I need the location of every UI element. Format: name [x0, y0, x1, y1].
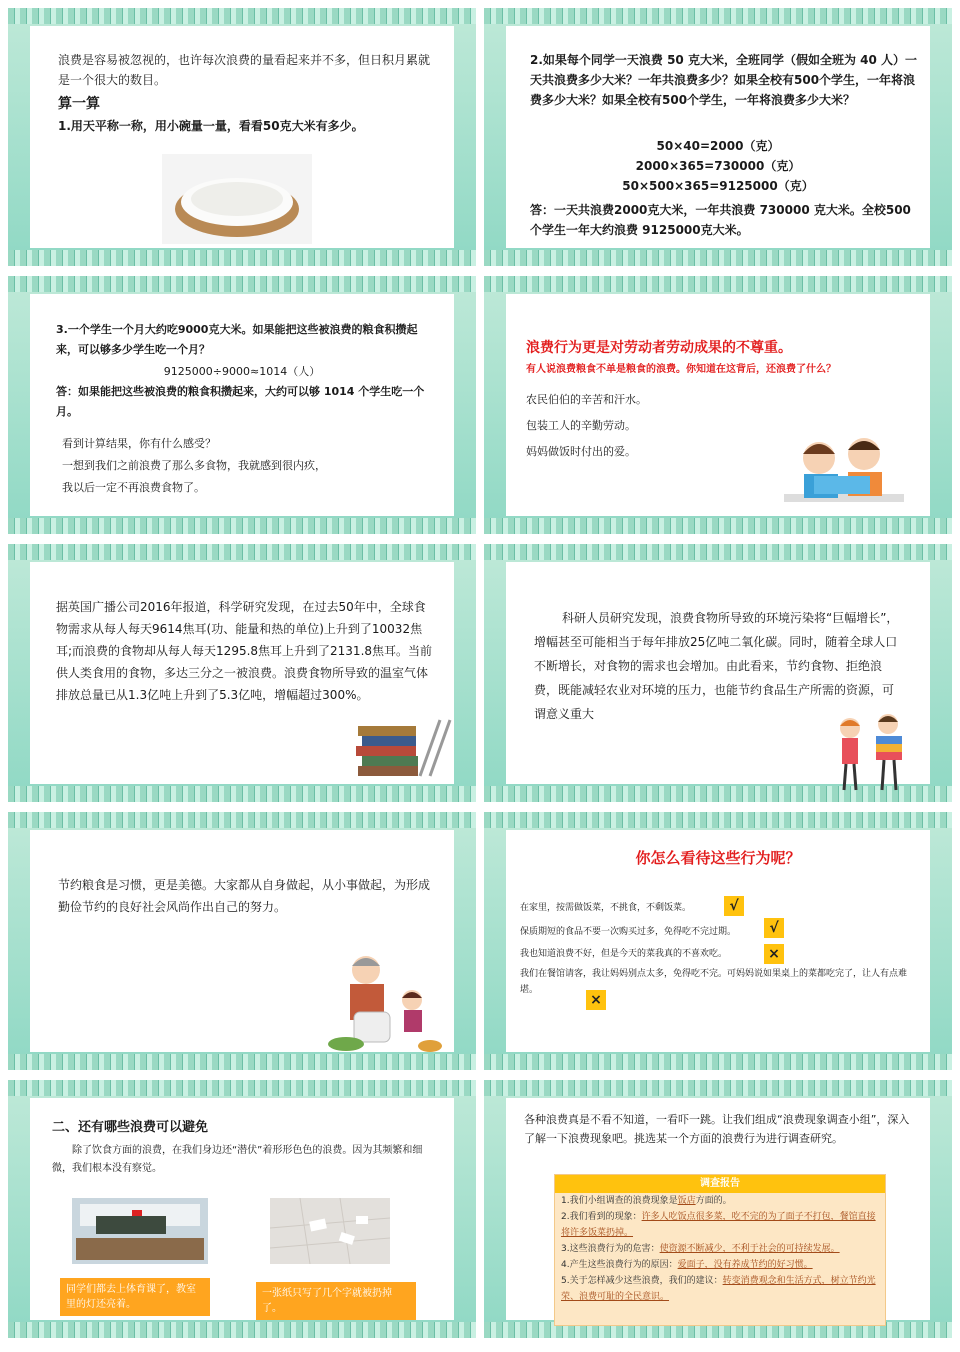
decor-rail-bottom — [8, 518, 476, 534]
research-paragraph: 科研人员研究发现，浪费食物所导致的环境污染将“巨幅增长”，增幅甚至可能相当于每年排放25亿吨二氧化碳。同时，随着全球人口不断增长，对食物的需求也会增加。由此看来，节约食物、拒绝浪费，既能减轻农业对环境的压力，也能节约食品生产所需的资源，可谓意义重大 — [534, 611, 899, 721]
slide-title: 浪费行为更是对劳动者劳动成果的不尊重。 — [526, 340, 792, 356]
paper-litter-photo — [270, 1198, 390, 1264]
report-answer: 许多人吃饭点很多菜，吃不完的为了面子不打包，餐馆直接将许多饭菜扔掉。 — [561, 1212, 876, 1238]
decor-rail-top — [8, 1080, 476, 1096]
answer-item-3: 妈妈做饭时付出的爱。 — [526, 445, 636, 458]
report-row-4 — [555, 1257, 885, 1273]
report-answer: 使资源不断减少，不利于社会的可持续发展。 — [659, 1244, 840, 1254]
slide-panel — [506, 26, 930, 248]
decor-rail-top — [8, 812, 476, 828]
report-label: 1.我们小组调查的浪费现象是 — [561, 1196, 678, 1206]
slide-2 — [484, 8, 952, 266]
behavior-item-4: 我们在餐馆请客，我让妈妈别点太多，免得吃不完。可妈妈说如果桌上的菜都吃完了，让人有点难堪。 — [520, 969, 908, 995]
task-1: 1.用天平称一称，用小碗量一量，看看50克大米有多少。 — [58, 119, 364, 133]
slide-panel — [30, 26, 454, 248]
classroom-caption: 同学们都去上体育课了，教室里的灯还亮着。 — [60, 1278, 210, 1316]
report-answer: 转变消费观念和生活方式，树立节约光荣、浪费可耻的全民意识。 — [561, 1276, 876, 1302]
report-row-1 — [555, 1193, 885, 1209]
report-label: 3.这些浪费行为的危害： — [561, 1244, 660, 1254]
slide-panel — [506, 1098, 930, 1320]
decor-rail-bottom — [484, 250, 952, 266]
decor-rail-top — [484, 8, 952, 24]
calc-line-1: 50×40=2000（克） — [656, 139, 780, 153]
classroom-photo — [72, 1198, 208, 1264]
decor-rail-top — [8, 544, 476, 560]
slide-6 — [484, 544, 952, 802]
slide-panel — [30, 562, 454, 784]
report-label: 4.产生这些浪费行为的原因： — [561, 1260, 678, 1270]
slide-9 — [8, 1080, 476, 1338]
report-row-5 — [555, 1273, 885, 1305]
answer-2: 答：一天共浪费2000克大米，一年共浪费 730000 克大米。全校500个学生一年大约浪费 9125000克大米。 — [530, 203, 911, 237]
slide-1 — [8, 8, 476, 266]
report-row-3 — [555, 1241, 885, 1257]
slide-7 — [8, 812, 476, 1070]
slide-panel — [506, 562, 930, 784]
reflection-line-1: 看到计算结果，你有什么感受？ — [62, 437, 216, 450]
slide-panel — [506, 294, 930, 516]
behavior-item-1: 在家里，按需做饭菜，不挑食，不剩饭菜。 — [520, 903, 692, 913]
decor-rail-bottom — [8, 786, 476, 802]
section-heading: 二、还有哪些浪费可以避免 — [52, 1120, 209, 1135]
report-label: 5.关于怎样减少这些浪费，我们的建议： — [561, 1276, 723, 1286]
answer-item-2: 包装工人的辛勤劳动。 — [526, 419, 636, 432]
cross-mark-badge: × — [764, 944, 784, 964]
kids-carrying-books-illustration — [826, 710, 916, 798]
book-stack-illustration — [348, 710, 452, 782]
paper-caption: 一张纸只写了几个字就被扔掉了。 — [256, 1282, 416, 1320]
decor-rail-top — [484, 276, 952, 292]
intro-paragraph: 各种浪费真是不看不知道，一看吓一跳。让我们组成“浪费现象调查小组”，深入了解一下浪费现象吧。挑选某一个方面的浪费行为进行调查研究。 — [524, 1113, 910, 1145]
reflection-line-2: 一想到我们之前浪费了那么多食物，我就感到很内疚， — [62, 459, 326, 472]
report-title: 调查报告 — [555, 1175, 885, 1193]
answer-item-1: 农民伯伯的辛苦和汗水。 — [526, 393, 647, 406]
behavior-item-2: 保质期短的食品不要一次购买过多，免得吃不完过期。 — [520, 927, 737, 937]
check-mark-badge: √ — [724, 896, 744, 916]
section-paragraph: 除了饮食方面的浪费，在我们身边还“潜伏”着形形色色的浪费。因为其频繁和细微，我们根本没有察觉。 — [52, 1145, 423, 1174]
research-paragraph: 据英国广播公司2016年报道，科学研究发现，在过去50年中，全球食物需求从每人每天9614焦耳(功、能量和热的单位)上升到了10032焦耳;而浪费的食物却从每人每天1295.8焦耳上升到了2131.8焦耳。当前供人类食用的食物，多达三分之一被浪费。浪费食物所导致的温室气体排放总量已从1.3亿吨上升到了5.3亿吨，增幅超过300%。 — [56, 600, 433, 702]
decor-rail-top — [484, 812, 952, 828]
behavior-item-3: 我也知道浪费不好，但是今天的菜我真的不喜欢吃。 — [520, 949, 728, 959]
report-answer: 饭店 — [677, 1196, 696, 1206]
section-heading: 算一算 — [58, 96, 100, 112]
calc-line-3: 50×500×365=9125000（克） — [622, 179, 814, 193]
slide-4 — [484, 276, 952, 534]
decor-rail-top — [484, 544, 952, 560]
question-3: 3.一个学生一个月大约吃9000克大米。如果能把这些被浪费的粮食积攒起来，可以够多少学生吃一个月？ — [56, 323, 418, 356]
reflection-line-3: 我以后一定不再浪费食物了。 — [62, 481, 205, 494]
slide-8 — [484, 812, 952, 1070]
reading-children-illustration — [774, 424, 914, 524]
slide-panel — [30, 830, 454, 1052]
grandma-and-child-illustration — [326, 948, 446, 1058]
report-label: 方面的。 — [695, 1196, 732, 1206]
decor-rail-bottom — [8, 250, 476, 266]
slide-subtitle: 有人说浪费粮食不单是粮食的浪费。你知道在这背后，还浪费了什么？ — [526, 364, 836, 375]
virtue-paragraph: 节约粮食是习惯，更是美德。大家都从自身做起，从小事做起，为形成勤俭节约的良好社会风尚作出自己的努力。 — [58, 878, 431, 914]
calc-line-2: 2000×365=730000（克） — [635, 159, 801, 173]
slide-10 — [484, 1080, 952, 1338]
answer-3: 答：如果能把这些被浪费的粮食积攒起来，大约可以够 1014 个学生吃一个月。 — [56, 385, 425, 418]
decor-rail-top — [8, 276, 476, 292]
decor-rail-bottom — [8, 1322, 476, 1338]
slide-panel — [30, 1098, 454, 1320]
survey-report — [554, 1174, 886, 1326]
check-mark-badge: √ — [764, 918, 784, 938]
intro-paragraph: 浪费是容易被忽视的，也许每次浪费的量看起来并不多，但日积月累就是一个很大的数目。 — [58, 53, 431, 87]
slide-3 — [8, 276, 476, 534]
slide-panel — [506, 830, 930, 1052]
report-row-2 — [555, 1209, 885, 1241]
question-2: 2.如果每个同学一天浪费 50 克大米，全班同学（假如全班为 40 人）一天共浪费多少大米？一年共浪费多少？如果全校有500个学生，一年将浪费多少大米？如果全校有500个学生，一年将浪费多少大米？ — [530, 53, 918, 107]
decor-rail-top — [8, 8, 476, 24]
slide-title: 你怎么看待这些行为呢？ — [635, 849, 801, 867]
decor-rail-bottom — [484, 1054, 952, 1070]
slide-panel — [30, 294, 454, 516]
decor-rail-top — [484, 1080, 952, 1096]
report-label: 2.我们看到的现象： — [561, 1212, 642, 1222]
calc-line: 9125000÷9000≈1014（人） — [163, 365, 321, 378]
report-answer: 爱面子，没有养成节约的好习惯。 — [677, 1260, 813, 1270]
rice-bowl-image — [162, 154, 312, 244]
cross-mark-badge: × — [586, 990, 606, 1010]
slide-5 — [8, 544, 476, 802]
